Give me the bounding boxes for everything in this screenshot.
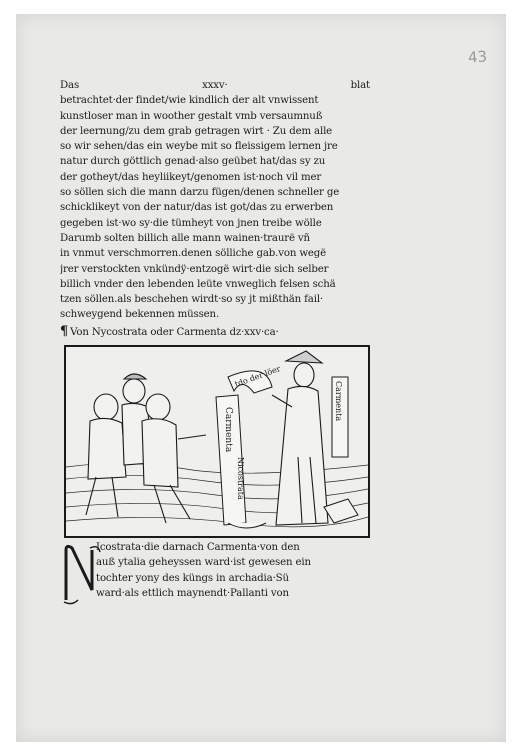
text-line: gegeben ist·wo sy·die tümheyt von jnen treibe wölle — [60, 217, 322, 229]
text-line: so söllen sich die mann darzu fügen/denen schneller ge — [60, 187, 340, 199]
text-line: tzen söllen.als beschehen wirdt·so sy jt mißthän fail· — [60, 294, 324, 306]
text-line: natur durch göttlich genad·also geübet hat/das sy zu — [60, 156, 326, 168]
chapter-heading — [60, 324, 370, 340]
header-folio: xxxv· — [202, 80, 228, 91]
header-left: Das — [60, 80, 80, 91]
text-line: in vnmut verschmorren.denen sölliche gab.von wegë — [60, 248, 327, 260]
woodcut-drawing — [66, 347, 368, 536]
scroll-text-2: Nicostrata — [236, 457, 245, 500]
text-line: jrer verstockten vnkündÿ·entzogë wirt·die sich selber — [60, 263, 329, 275]
text-line: Darumb solten billich alle mann wainen·traurë vñ — [60, 232, 310, 244]
seated-men-figures — [86, 374, 206, 523]
book-on-ground — [324, 499, 358, 523]
decorated-initial — [60, 542, 102, 606]
text-line: so wir sehen/das ein weybe mit so fleissigem lernen jre — [60, 141, 338, 153]
text-line: der leernung/zu dem grab getragen wirt · Zu dem alle — [60, 125, 333, 137]
pencil-folio-number: 43 — [467, 47, 488, 67]
text-line: kunstloser man in woother gestalt vmb versaumnuß — [60, 110, 323, 122]
chapter-heading-text: Von Nycostrata oder Carmenta dz·xxv·ca· — [70, 326, 279, 338]
text-line: ward·als ettlich maynendt·Pallanti von — [96, 587, 289, 599]
main-text-block — [60, 78, 370, 340]
initial-n-icon — [60, 542, 102, 606]
text-line: schicklikeyt von der natur/das ist got/das zu erwerben — [60, 202, 334, 214]
text-line: Icostrata·die darnach Carmenta·von den — [96, 542, 300, 553]
chapter-text — [60, 540, 370, 601]
banner-text: tdo der löer — [233, 364, 282, 389]
carmenta-figure — [272, 351, 328, 525]
header-right: blat — [350, 80, 370, 91]
woodcut-illustration — [64, 345, 370, 538]
side-label-text: Carmenta — [334, 381, 343, 422]
text-line: der gotheyt/das heyliikeyt/genomen ist·noch vil mer — [60, 171, 322, 183]
text-line: auß ytalia geheyssen ward·ist gewesen ein — [96, 557, 311, 569]
text-line: tochter yony des küngs in archadia·Sü — [96, 572, 289, 584]
scroll-text-1: Carmenta — [223, 407, 233, 453]
text-line: betrachtet·der findet/wie kindlich der alt vnwissent — [60, 95, 319, 107]
body-lines — [60, 93, 370, 322]
running-header — [60, 78, 370, 93]
text-line: billich vnder den lebenden leüte vnweglich felsen schä — [60, 278, 336, 290]
pilcrow-icon: ¶ — [60, 323, 69, 339]
text-line: schweygend bekennen müssen. — [60, 309, 220, 321]
